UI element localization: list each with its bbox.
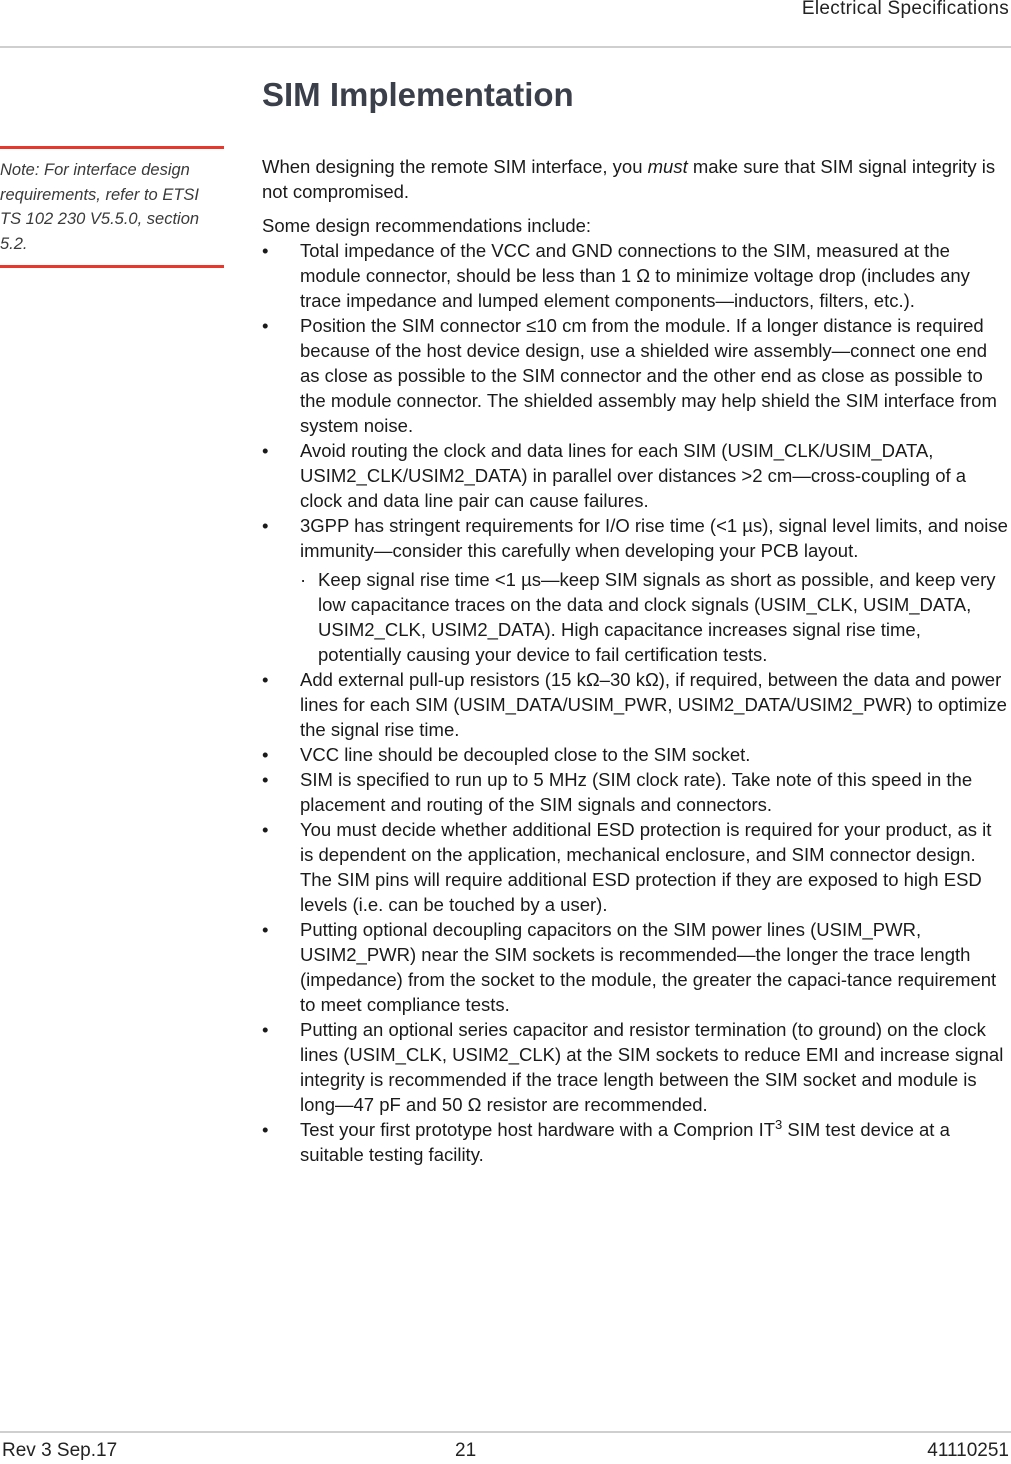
bullet-icon: • <box>262 240 269 261</box>
bullet-icon: • <box>262 440 269 461</box>
sub-list-item: · Keep signal rise time <1 µs—keep SIM signals as short as possible, and keep very low capacitance traces on the data and clock signals (USIM_CLK, USIM_DATA, USIM2_CLK, USIM2_DATA). High capacitance increases signal rise time, potentially causing your device to fail certification tests. <box>300 569 996 665</box>
footer-revision: Rev 3 Sep.17 <box>2 1440 118 1461</box>
list-item: • You must decide whether additional ESD protection is required for your product, as it is dependent on the application, mechanical enclosure, and SIM connector design. The SIM pins will require additional ESD protection if they are exposed to high ESD levels (i.e. can be touched by a user). <box>262 819 992 915</box>
list-item: • Putting an optional series capacitor and resistor termination (to ground) on the clock lines (USIM_CLK, USIM2_CLK) at the SIM sockets to reduce EMI and increase signal integrity is recommended if the trace length between the SIM socket and module is long—47 pF and 50 Ω resistor are recommended. <box>262 1019 1004 1115</box>
intro-text-start: When designing the remote SIM interface, you <box>262 156 648 177</box>
bullet-icon: • <box>262 1019 269 1040</box>
list-item: • VCC line should be decoupled close to the SIM socket. <box>262 744 751 765</box>
header-divider <box>0 46 1011 48</box>
bullet-icon: • <box>262 769 269 790</box>
list-item: • Test your first prototype host hardware with a Comprion $IT^3$ SIM test device at a suitable testing facility. <box>262 1116 950 1165</box>
list-item: • SIM is specified to run up to 5 MHz (SIM clock rate). Take note of this speed in the placement and routing of the SIM signals and connectors. <box>262 769 973 815</box>
side-note <box>0 146 224 268</box>
footer-page-number: 21 <box>455 1440 477 1461</box>
list-item: • Total impedance of the VCC and GND connections to the SIM, measured at the module connector, should be less than 1 Ω to minimize voltage drop (includes any trace impedance and lumped element components—inductors, filters, etc.). <box>262 240 970 311</box>
sub-bullet-icon: · <box>300 569 307 590</box>
bullet-icon: • <box>262 744 269 765</box>
section-title: SIM Implementation <box>262 76 574 113</box>
list-item: • Add external pull-up resistors (15 kΩ–30 kΩ), if required, between the data and power lines for each SIM (USIM_DATA/USIM_PWR, USIM2_DATA/USIM2_PWR) to optimize the signal rise time. <box>262 669 1007 740</box>
intro-emphasis: must <box>647 156 688 177</box>
bullet-icon: • <box>262 669 269 690</box>
intro-paragraph <box>262 154 1008 204</box>
superscript: 3 <box>775 1116 783 1132</box>
bullet-icon: • <box>262 315 269 336</box>
list-item: • Putting optional decoupling capacitors on the SIM power lines (USIM_PWR, USIM2_PWR) near the SIM sockets is recommended—the longer the trace length (impedance) from the socket to the module, the greater the capaci-tance requirement to meet compliance tests. <box>262 919 997 1015</box>
list-item: • 3GPP has stringent requirements for I/O rise time (<1 µs), signal level limits, and noise immunity—consider this carefully when developing your PCB layout. · Keep signal rise time <1 µs—keep SIM signals as short as possible, and keep very low capacitance traces on the data and clock signals (USIM_CLK, USIM_DATA, USIM2_CLK, USIM2_DATA). High capacitance increases signal rise time, potentially causing your device to fail certification tests. <box>262 515 1008 665</box>
running-header: Electrical Specifications <box>801 0 1009 19</box>
bullet-icon: • <box>262 515 269 536</box>
footer-divider <box>0 1431 1011 1433</box>
note-text: Note: For interface design requirements, refer to ETSI TS 102 230 V5.5.0, section 5.2. <box>0 161 200 253</box>
main-content <box>262 154 1008 1167</box>
list-item: • Position the SIM connector ≤10 cm from the module. If a longer distance is required because of the host device design, use a shielded wire assembly—connect one end as close as possible to the SIM connector and the other end as close as possible to the module connector. The shielded assembly may help shield the SIM interface from system noise. <box>262 315 997 436</box>
recommendations-list <box>262 238 1008 1167</box>
bullet-icon: • <box>262 819 269 840</box>
list-item: • Avoid routing the clock and data lines for each SIM (USIM_CLK/USIM_DATA, USIM2_CLK/USIM2_DATA) in parallel over distances >2 cm—cross-coupling of a clock and data line pair can cause failures. <box>262 440 967 511</box>
intro-text-end: make sure that SIM signal integrity is not compromised. <box>262 156 996 202</box>
footer-doc-number: 41110251 <box>927 1440 1009 1461</box>
bullet-icon: • <box>262 1119 269 1140</box>
sub-list <box>300 567 1008 667</box>
recommendations-lead: Some design recommendations include: <box>262 215 592 236</box>
bullet-icon: • <box>262 919 269 940</box>
